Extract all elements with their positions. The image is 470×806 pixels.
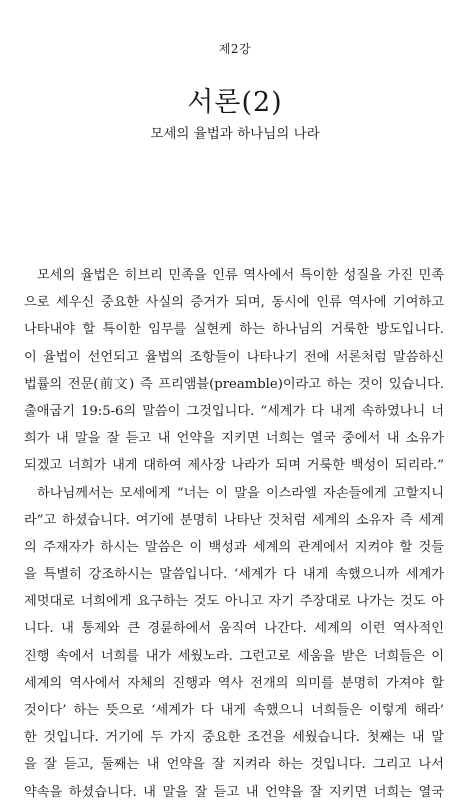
chapter-title: 서론(2) bbox=[187, 87, 283, 118]
text-line: 을 특별히 강조하시는 말씀입니다. ‘세계가 다 내게 속했으니까 세계가 bbox=[24, 567, 444, 583]
text-line: 나타내야 할 특이한 임무를 실현케 하는 하나님의 거룩한 방도입니다. bbox=[24, 322, 444, 338]
text-line: 희가 내 말을 잘 듣고 내 언약을 지키면 너희는 열국 중에서 내 소유가 bbox=[24, 431, 444, 447]
text-line: 모세의 율법은 히브리 민족을 인류 역사에서 특이한 성질을 가진 민족 bbox=[37, 268, 444, 283]
text-line: 라”고 하셨습니다. 여기에 분명히 나타난 것처럼 세계의 소유자 즉 세계 bbox=[24, 512, 444, 528]
chapter-subtitle: 모세의 율법과 하나님의 나라 bbox=[150, 126, 320, 142]
text-line: 한 것입니다. 거기에 두 가지 중요한 조건을 세웠습니다. 첫째는 내 말 bbox=[24, 730, 444, 746]
text-line: 제멋대로 너희에게 요구하는 것도 아니고 자기 주장대로 나가는 것도 아 bbox=[24, 594, 444, 610]
lecture-number: 제2강 bbox=[218, 42, 252, 56]
text-line: 의 주재자가 하시는 말씀은 이 백성과 세계의 관계에서 지켜야 할 것들 bbox=[24, 539, 444, 555]
text-line: 법률의 전문(前文) 즉 프리앰블(preamble)이라고 하는 것이 있습니다. bbox=[24, 376, 444, 392]
text-line: 세계의 역사에서 자체의 진행과 역사 전개의 의미를 분명히 가져야 할 bbox=[24, 675, 444, 691]
text-line: 진행 속에서 너희를 내가 세웠노라. 그런고로 세움을 받은 너희들은 이 bbox=[24, 648, 444, 664]
text-line: 하나님께서는 모세에게 “너는 이 말을 이스라엘 자손들에게 고할지니 bbox=[37, 485, 444, 501]
text-line: 출애굽기 19:5-6의 말씀이 그것입니다. “세계가 다 내게 속하였나니 너 bbox=[24, 403, 444, 419]
text-line: 니다. 내 통제와 큰 경륜하에서 움직여 나간다. 세계의 이런 역사적인 bbox=[24, 621, 444, 637]
body-text bbox=[24, 262, 444, 806]
text-line: 을 잘 듣고, 둘째는 내 언약을 잘 지켜라 하는 것입니다. 그리고 나서 bbox=[24, 757, 444, 773]
text-line: 이 율법이 선언되고 율법의 조항들이 나타나기 전에 서론처럼 말씀하신 bbox=[24, 349, 444, 365]
text-line: 약속을 하셨습니다. 내 말을 잘 듣고 내 언약을 잘 지키면 너희는 열국 bbox=[24, 784, 444, 800]
text-line: 것이다’ 하는 뜻으로 ‘세계가 다 내게 속했으니 너희들은 이렇게 해라’ bbox=[24, 703, 444, 718]
text-line: 으로 세우신 중요한 사실의 증거가 되며, 동시에 인류 역사에 기여하고 bbox=[24, 295, 444, 311]
text-line: 되겠고 너희가 내게 대하여 제사장 나라가 되며 거룩한 백성이 되리라.” bbox=[24, 458, 444, 474]
